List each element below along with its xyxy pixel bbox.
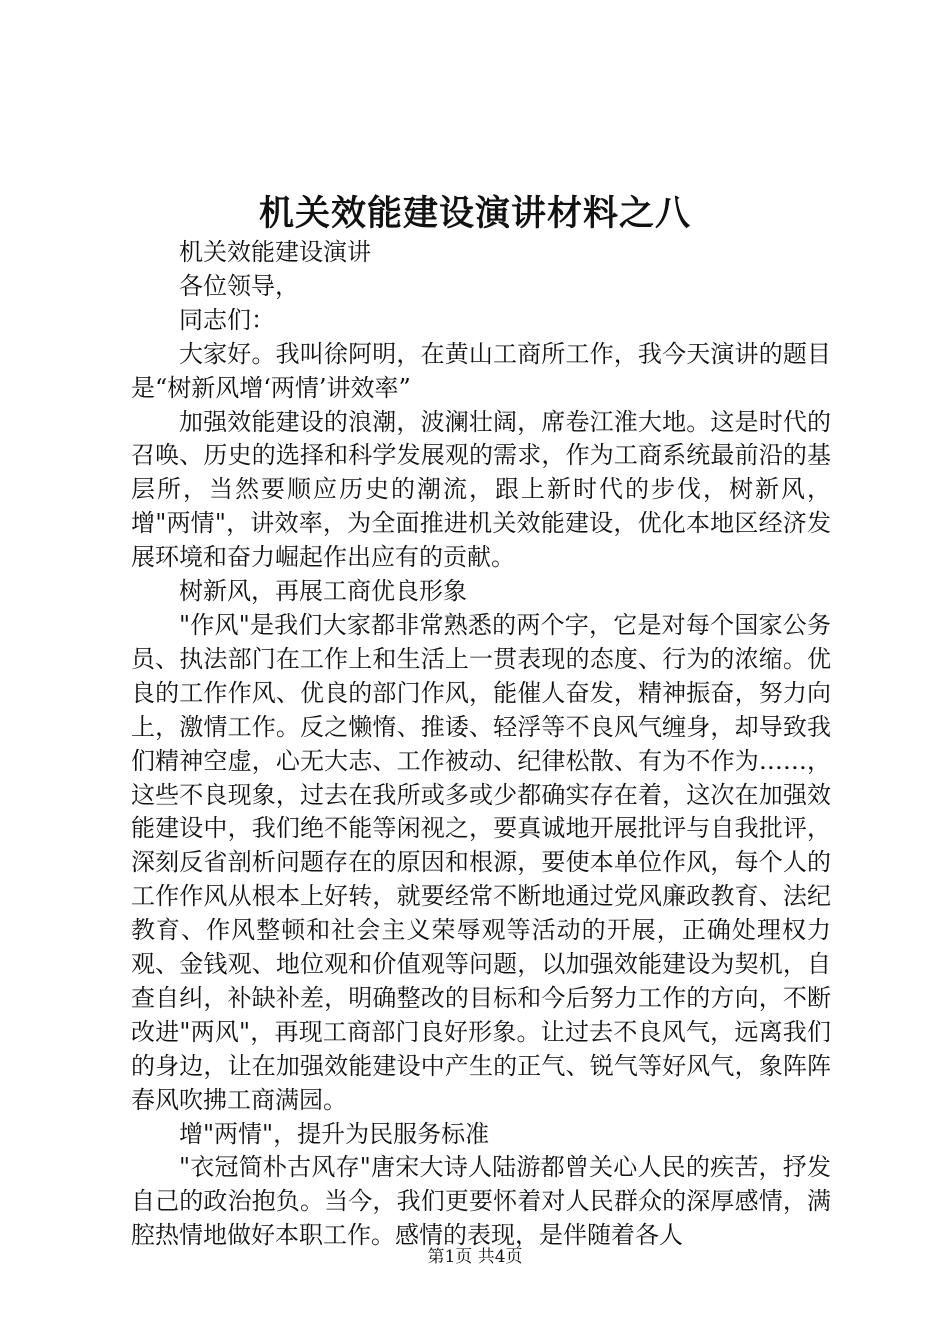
section-heading: 树新风，再展工商优良形象 [179,577,467,606]
paragraph: "作风"是我们大家都非常熟悉的两个字，它是对每个国家公务员、执法部门在工作上和生活上一贯表现的态度、行为的浓缩。优良的工作作风、优良的部门作风，能催人奋发，精神振奋，努力向上，激情工作。反之懒惰、推诿、轻浮等不良风气缠身，却导致我们精神空虚，心无大志、工作被动、纪律松散、有为不作为……，这些不良现象，过去在我所或多或少都确实存在着，这次在加强效能建设中，我们绝不能等闲视之，要真诚地开展批评与自我批评，深刻反省剖析问题存在的原因和根源，要使本单位作风，每个人的工作作风从根本上好转，就要经常不断地通过党风廉政教育、法纪教育、作风整顿和社会主义荣辱观等活动的开展，正确处理权力观、金钱观、地位观和价值观等问题，以加强效能建设为契机，自查自纠，补缺补差，明确整改的目标和今后努力工作的方向，不断改进"两风"，再现工商部门良好形象。让过去不良风气，远离我们的身边，让在加强效能建设中产生的正气、锐气等好风气，象阵阵春风吹拂工商满园。 [131,610,831,1114]
section-heading: 增"两情"，提升为民服务标准 [179,1119,490,1148]
paragraph: 加强效能建设的浪潮，波澜壮阔，席卷江淮大地。这是时代的召唤、历史的选择和科学发展观的需求，作为工商系统最前沿的基层所，当然要顺应历史的潮流，跟上新时代的步伐，树新风，增"两情"，讲效率，为全面推进机关效能建设，优化本地区经济发展环境和奋力崛起作出应有的贡献。 [131,407,831,572]
paragraph: 各位领导， [179,271,299,300]
paragraph: 大家好。我叫徐阿明，在黄山工商所工作，我今天演讲的题目是“树新风增‘两情’讲效率” [131,339,831,402]
paragraph: "衣冠简朴古风存"唐宋大诗人陆游都曾关心人民的疾苦，抒发自己的政治抱负。当今，我们更要怀着对人民群众的深厚感情，满腔热情地做好本职工作。感情的表现，是伴随着各人 [131,1153,831,1250]
page-footer: 第1页 共4页 [427,1247,523,1267]
document-body [131,236,831,1253]
paragraph: 同志们： [179,305,275,334]
paragraph: 机关效能建设演讲 [179,238,371,266]
document-title: 机关效能建设演讲材料之八 [258,194,691,234]
